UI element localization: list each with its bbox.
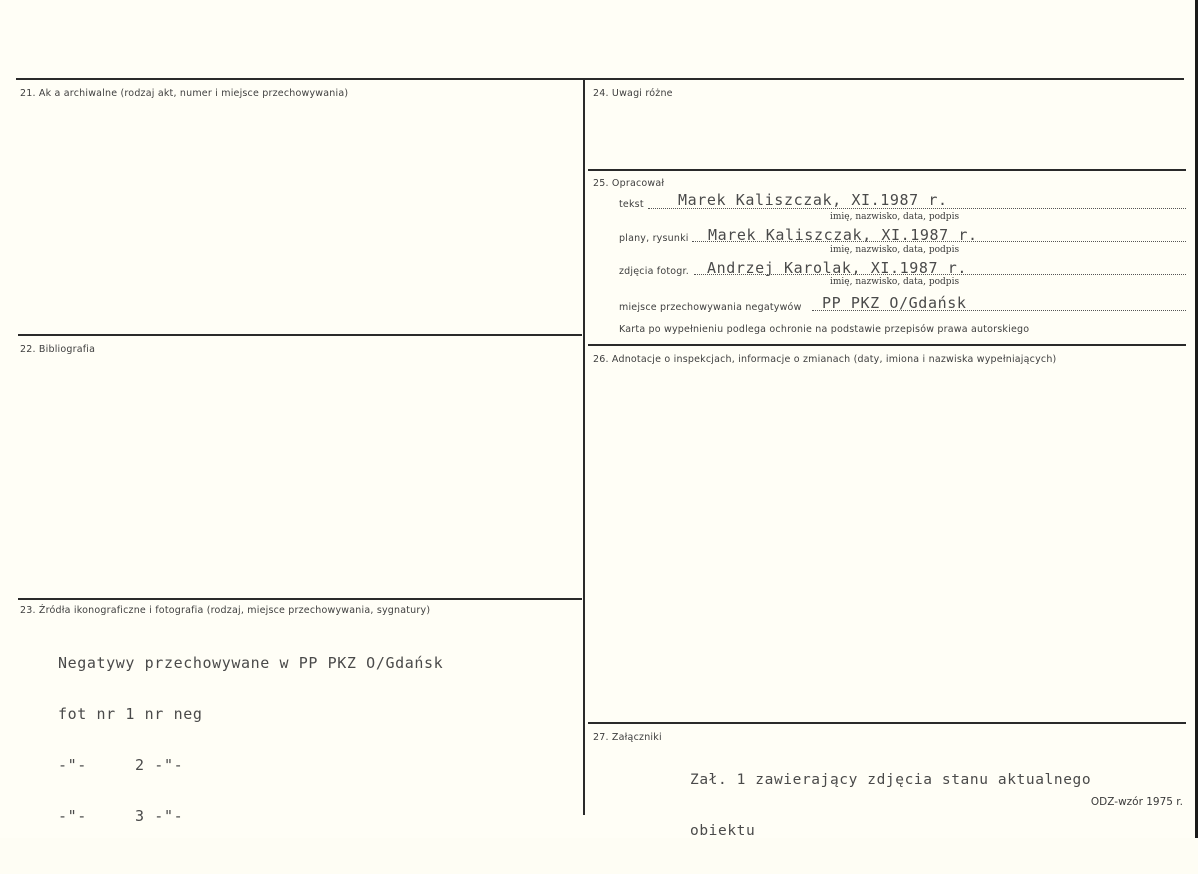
tekst-value: Marek Kaliszczak, XI.1987 r. — [678, 191, 948, 209]
plany-value: Marek Kaliszczak, XI.1987 r. — [708, 226, 978, 244]
section-27-typed-text — [690, 738, 1091, 874]
zdjecia-label: zdjęcia fotogr. — [619, 266, 689, 277]
typed-line: obiektu — [690, 823, 756, 839]
rule-22-23 — [18, 598, 582, 600]
plany-caption: imię, nazwisko, data, podpis — [830, 245, 960, 255]
section-23-typed-text — [58, 621, 443, 859]
section-22-label: 22. Bibliografia — [20, 344, 96, 355]
miejsce-value: PP PKZ O/Gdańsk — [822, 294, 967, 312]
zdjecia-value: Andrzej Karolak, XI.1987 r. — [707, 259, 968, 277]
rule-24-25 — [588, 169, 1186, 171]
section-21-label: 21. Ak a archiwalne (rodzaj akt, numer i miejsce przechowywania) — [20, 88, 349, 99]
rule-26-27 — [588, 722, 1186, 724]
miejsce-label: miejsce przechowywania negatywów — [619, 302, 802, 313]
typed-line: fot nr 1 nr neg — [58, 705, 203, 723]
typed-line: -"- 3 -"- — [58, 807, 184, 825]
section-23-label: 23. Źródła ikonograficzne i fotografia (rodzaj, miejsce przechowywania, sygnatury) — [20, 605, 431, 616]
section-25-label: 25. Opracował — [593, 178, 665, 189]
typed-line: -"- 2 -"- — [58, 756, 184, 774]
tekst-caption: imię, nazwisko, data, podpis — [830, 212, 960, 222]
typed-line: Zał. 1 zawierający zdjęcia stanu aktualnego — [690, 772, 1092, 788]
zdjecia-caption: imię, nazwisko, data, podpis — [830, 277, 960, 287]
section-27-label: 27. Załączniki — [593, 732, 662, 743]
rule-25-26 — [588, 344, 1186, 346]
rule-21-22 — [18, 334, 582, 336]
form-code: ODZ-wzór 1975 r. — [1090, 796, 1183, 808]
copyright-note: Karta po wypełnieniu podlega ochronie na podstawie przepisów prawa autorskiego — [619, 324, 1030, 335]
plany-label: plany, rysunki — [619, 233, 689, 244]
section-26-label: 26. Adnotacje o inspekcjach, informacje o zmianach (daty, imiona i nazwiska wypełniających) — [593, 354, 1057, 365]
top-rule — [16, 78, 1184, 80]
tekst-label: tekst — [619, 199, 644, 210]
typed-line: Negatywy przechowywane w PP PKZ O/Gdańsk — [58, 654, 444, 672]
center-divider — [583, 80, 585, 815]
section-24-label: 24. Uwagi różne — [593, 88, 673, 99]
